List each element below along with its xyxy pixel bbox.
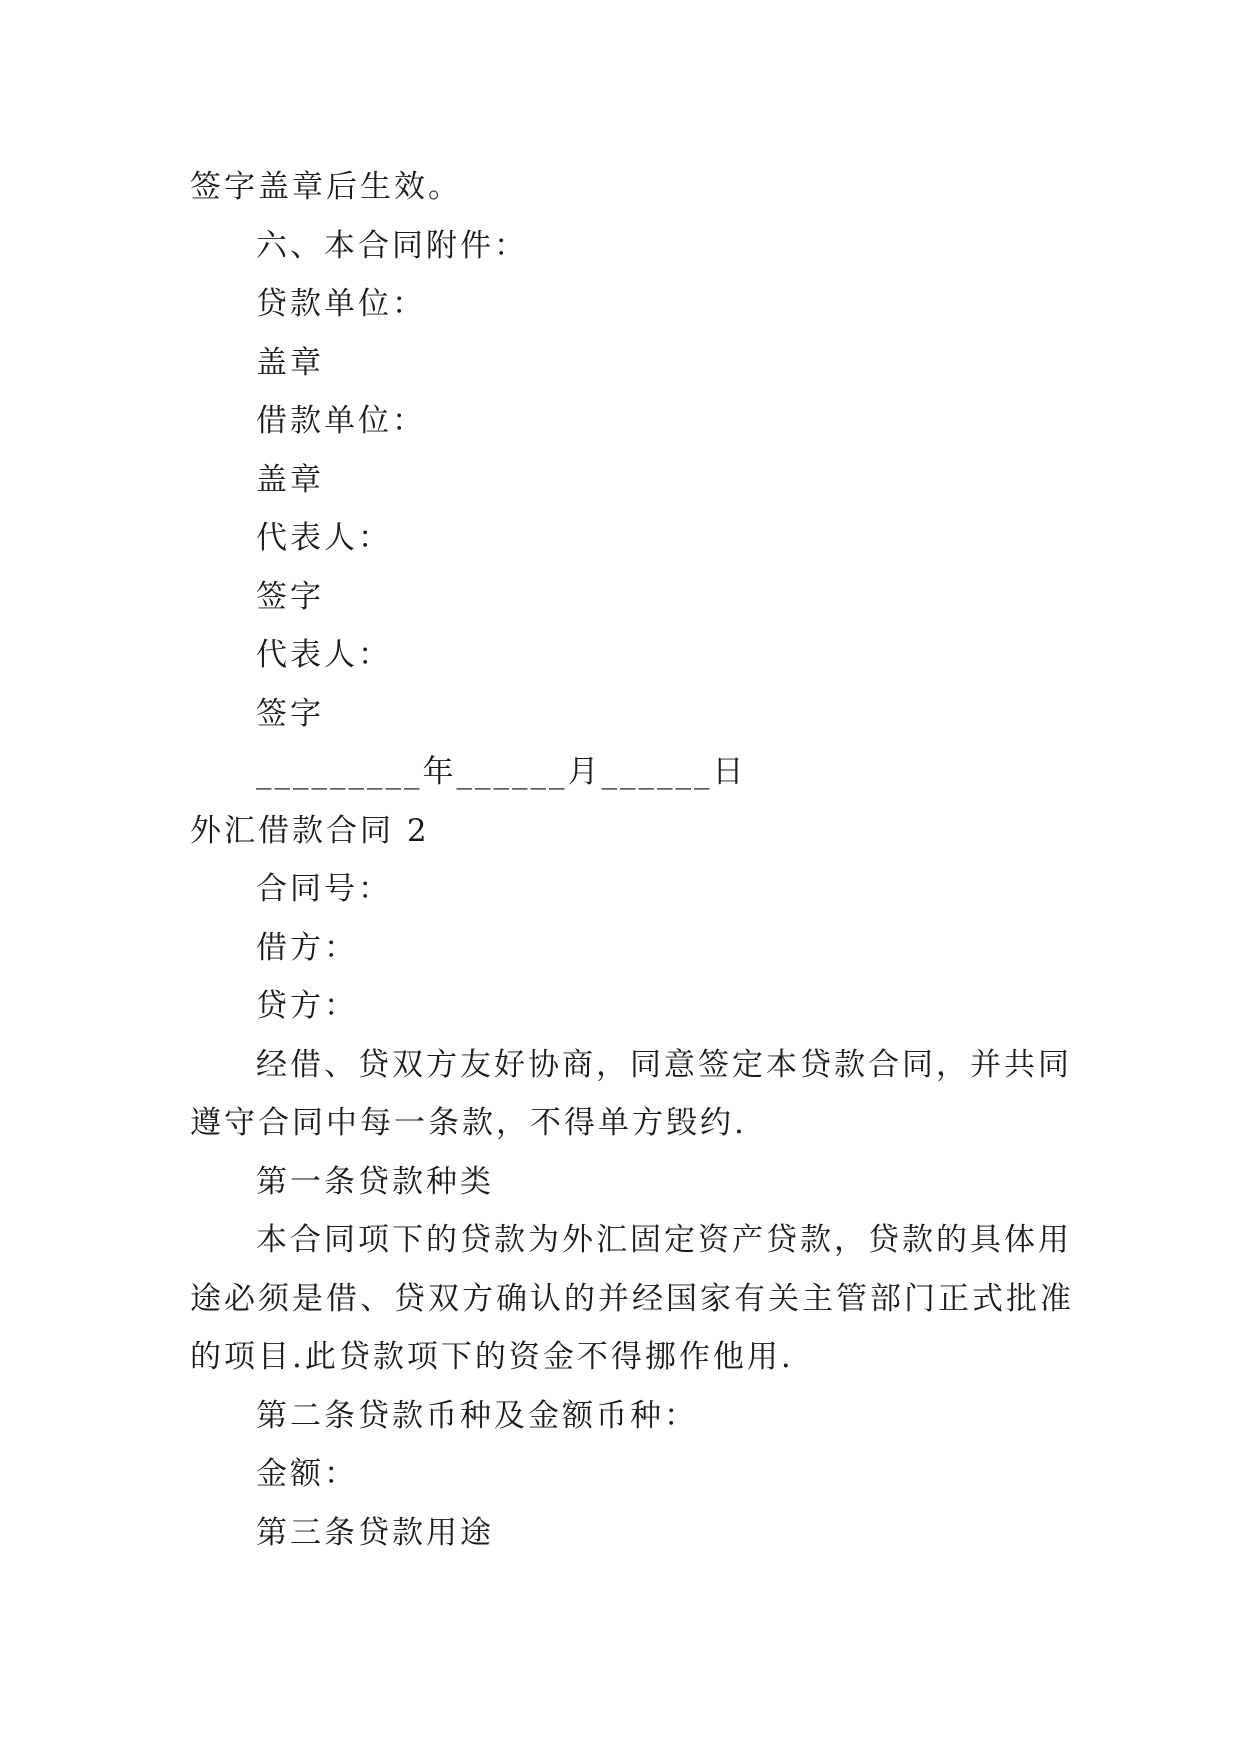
article-heading: 第三条贷款用途 — [256, 1514, 494, 1551]
section-heading-attachments: 六、本合同附件： — [256, 227, 528, 264]
signature-label: 签字 — [256, 578, 324, 615]
paragraph-line: 途必须是借、贷双方确认的并经国家有关主管部门正式批准 — [190, 1280, 1074, 1317]
borrower-party-label: 借方： — [256, 929, 358, 966]
paragraph-line: 遵守合同中每一条款，不得单方毁约. — [190, 1105, 747, 1141]
lender-label: 贷款单位： — [256, 286, 426, 322]
seal-label: 盖章 — [256, 461, 324, 498]
borrower-label: 借款单位： — [256, 403, 426, 439]
article-heading: 第二条贷款币种及金额币种： — [256, 1397, 698, 1434]
article-heading: 第一条贷款种类 — [256, 1163, 494, 1200]
amount-label: 金额： — [256, 1456, 358, 1492]
paragraph-line: 经借、贷双方友好协商，同意签定本贷款合同，并共同 — [256, 1046, 1072, 1083]
lender-party-label: 贷方： — [256, 988, 358, 1024]
date-line: _________年______月______日 — [256, 754, 747, 790]
text-line: 签字盖章后生效。 — [190, 169, 462, 205]
contract-number-label: 合同号： — [256, 871, 392, 907]
paragraph-line: 的项目.此贷款项下的资金不得挪作他用. — [190, 1339, 794, 1375]
document-body — [190, 158, 1074, 1562]
representative-label: 代表人： — [256, 520, 392, 556]
paragraph-line: 本合同项下的贷款为外汇固定资产贷款，贷款的具体用 — [256, 1222, 1072, 1258]
seal-label: 盖章 — [256, 344, 324, 381]
signature-label: 签字 — [256, 695, 324, 732]
representative-label: 代表人： — [256, 637, 392, 673]
contract-title: 外汇借款合同 2 — [190, 812, 430, 849]
